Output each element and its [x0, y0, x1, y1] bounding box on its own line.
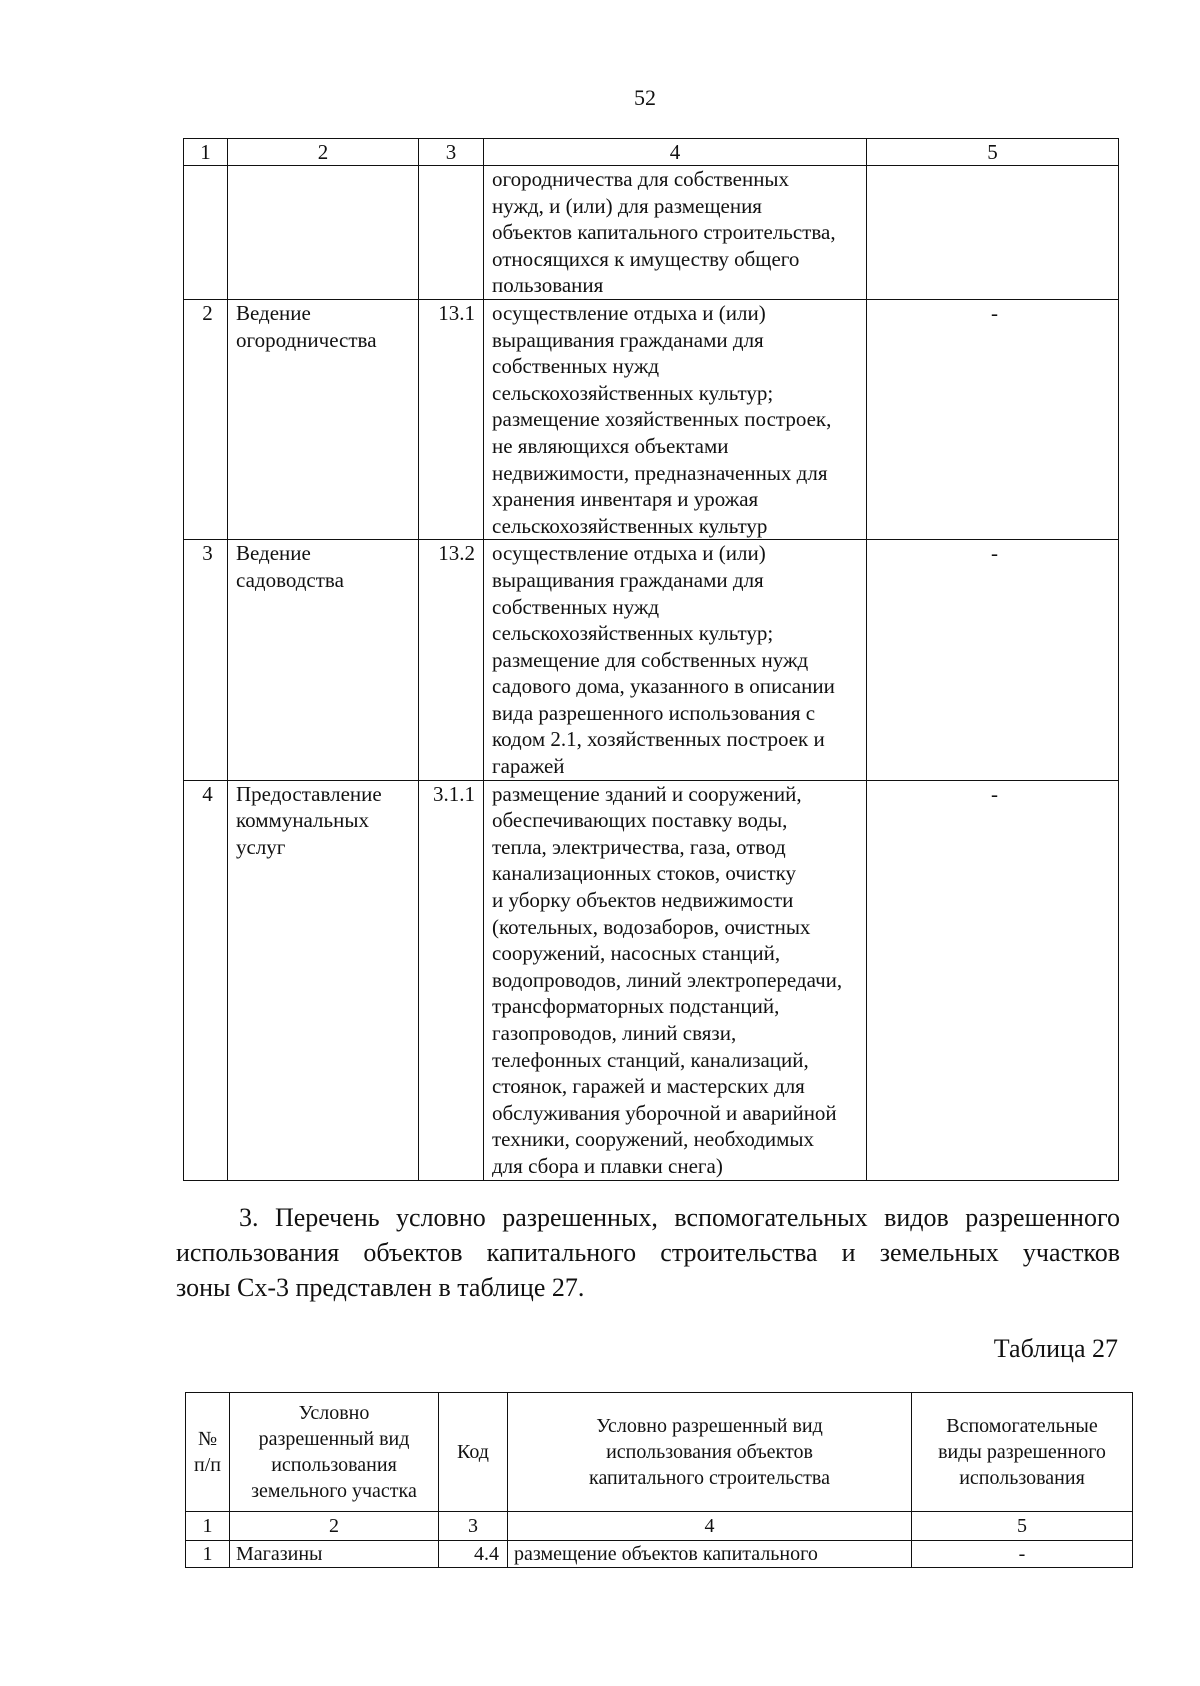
- land-use-name: [228, 299, 419, 539]
- name-line: Предоставление: [236, 781, 382, 806]
- heading-line: Код: [457, 1441, 489, 1463]
- description-cell: [484, 540, 867, 780]
- description-line: телефонных станций, канализаций,: [492, 1047, 809, 1072]
- table-row: [184, 540, 1119, 780]
- heading-line: виды разрешенного: [938, 1441, 1106, 1463]
- name-line: коммунальных: [236, 808, 369, 833]
- description-line: недвижимости, предназначенных для: [492, 460, 828, 485]
- description-line: техники, сооружений, необходимых: [492, 1127, 815, 1152]
- auxiliary-uses: -: [867, 299, 1119, 539]
- auxiliary-uses: -: [867, 780, 1119, 1180]
- description-line: трансформаторных подстанций,: [492, 994, 780, 1019]
- heading-line: Условно: [298, 1402, 370, 1424]
- section-paragraph: [176, 1200, 1120, 1305]
- heading-line: земельного участка: [251, 1480, 417, 1502]
- page-number: 52: [634, 85, 656, 110]
- table-row: [186, 1541, 1133, 1568]
- name-line: Ведение: [236, 541, 311, 566]
- column-number: 2: [228, 139, 419, 166]
- column-number-row: [184, 139, 1119, 166]
- column-heading: [230, 1393, 439, 1512]
- column-number: 4: [508, 1512, 912, 1541]
- auxiliary-uses: -: [867, 540, 1119, 780]
- description-cell: [484, 166, 867, 300]
- description-line: вида разрешенного использования с: [492, 700, 816, 725]
- description-line: газопроводов, линий связи,: [492, 1021, 737, 1045]
- heading-line: использования: [271, 1454, 397, 1476]
- description-line: выращивания гражданами для: [492, 327, 764, 352]
- column-heading: [508, 1393, 912, 1512]
- name-line: услуг: [236, 834, 286, 859]
- description-line: размещение хозяйственных построек,: [492, 407, 832, 432]
- name-line: садоводства: [236, 567, 344, 592]
- land-use-code: 4.4: [439, 1541, 508, 1568]
- description-line: канализационных стоков, очистку: [492, 861, 797, 886]
- description-line: гаражей: [492, 754, 565, 779]
- column-number: 4: [484, 139, 867, 166]
- column-number: 3: [439, 1512, 508, 1541]
- column-number: 2: [230, 1512, 439, 1541]
- heading-line: разрешенный вид: [258, 1428, 410, 1450]
- name-line: огородничества: [236, 327, 377, 352]
- column-heading: [912, 1393, 1133, 1512]
- table-row: [184, 166, 1119, 300]
- row-number: 2: [184, 299, 228, 539]
- row-number: 4: [184, 780, 228, 1180]
- description-line: огородничества для собственных: [492, 167, 790, 191]
- description-cell: [484, 780, 867, 1180]
- description-cell: [484, 299, 867, 539]
- description-line: хранения инвентаря и урожая: [492, 487, 759, 512]
- heading-line: Условно разрешенный вид: [596, 1415, 823, 1437]
- heading-line: использования объектов: [606, 1441, 813, 1463]
- paragraph-line: зоны Сх-3 представлен в таблице 27.: [176, 1273, 585, 1302]
- description-line: собственных нужд: [492, 594, 660, 619]
- description-line: сельскохозяйственных культур;: [492, 621, 774, 646]
- column-number: 5: [867, 139, 1119, 166]
- heading-line: п/п: [194, 1454, 221, 1476]
- description-line: обеспечивающих поставку воды,: [492, 808, 788, 833]
- land-use-table-continued: [183, 138, 1119, 1181]
- table-row: [184, 299, 1119, 539]
- column-number-row: [186, 1512, 1133, 1541]
- heading-line: использования: [959, 1467, 1085, 1489]
- column-heading: [439, 1393, 508, 1512]
- description-line: нужд, и (или) для размещения: [492, 193, 762, 218]
- description-cell: размещение объектов капитального: [508, 1541, 912, 1568]
- auxiliary-uses: -: [912, 1541, 1133, 1568]
- land-use-code: 13.2: [419, 540, 484, 780]
- description-line: (котельных, водозаборов, очистных: [492, 914, 811, 939]
- description-line: осуществление отдыха и (или): [492, 541, 766, 566]
- paragraph-line: 3. Перечень условно разрешенных, вспомогательных видов разрешенного: [239, 1203, 1120, 1232]
- description-line: пользования: [492, 273, 604, 298]
- name-line: Ведение: [236, 300, 311, 325]
- heading-line: капитального строительства: [589, 1467, 830, 1489]
- land-use-code: 13.1: [419, 299, 484, 539]
- heading-line: №: [197, 1428, 218, 1450]
- description-line: выращивания гражданами для: [492, 567, 764, 592]
- description-line: осуществление отдыха и (или): [492, 300, 766, 325]
- description-line: тепла, электричества, газа, отвод: [492, 834, 786, 859]
- column-number: 1: [184, 139, 228, 166]
- land-use-code: 3.1.1: [419, 780, 484, 1180]
- paragraph-line: использования объектов капитального строительства и земельных участков: [176, 1238, 1120, 1267]
- table-label: Таблица 27: [993, 1334, 1118, 1363]
- description-line: относящихся к имуществу общего: [492, 246, 800, 271]
- description-line: собственных нужд: [492, 354, 660, 379]
- column-number: 5: [912, 1512, 1133, 1541]
- description-line: объектов капитального строительства,: [492, 220, 836, 245]
- table-header-row: [186, 1393, 1133, 1512]
- description-line: сельскохозяйственных культур: [492, 513, 768, 538]
- description-line: водопроводов, линий электропередачи,: [492, 967, 843, 992]
- column-heading: [186, 1393, 230, 1512]
- description-line: не являющихся объектами: [492, 433, 729, 458]
- conditional-use-table: [185, 1392, 1133, 1568]
- table-row: [184, 780, 1119, 1180]
- description-line: размещение зданий и сооружений,: [492, 781, 802, 806]
- row-number: 1: [186, 1541, 230, 1568]
- description-line: стоянок, гаражей и мастерских для: [492, 1074, 805, 1099]
- description-line: садового дома, указанного в описании: [492, 674, 835, 699]
- description-line: обслуживания уборочной и аварийной: [492, 1100, 837, 1125]
- column-number: 3: [419, 139, 484, 166]
- land-use-name: Магазины: [230, 1541, 439, 1568]
- heading-line: Вспомогательные: [946, 1415, 1098, 1437]
- land-use-name: [228, 780, 419, 1180]
- description-line: для сбора и плавки снега): [492, 1153, 723, 1178]
- column-number: 1: [186, 1512, 230, 1541]
- description-line: сельскохозяйственных культур;: [492, 380, 774, 405]
- land-use-name: [228, 540, 419, 780]
- row-number: 3: [184, 540, 228, 780]
- description-line: кодом 2.1, хозяйственных построек и: [492, 727, 825, 752]
- description-line: и уборку объектов недвижимости: [492, 888, 794, 913]
- description-line: размещение для собственных нужд: [492, 647, 809, 672]
- description-line: сооружений, насосных станций,: [492, 941, 781, 966]
